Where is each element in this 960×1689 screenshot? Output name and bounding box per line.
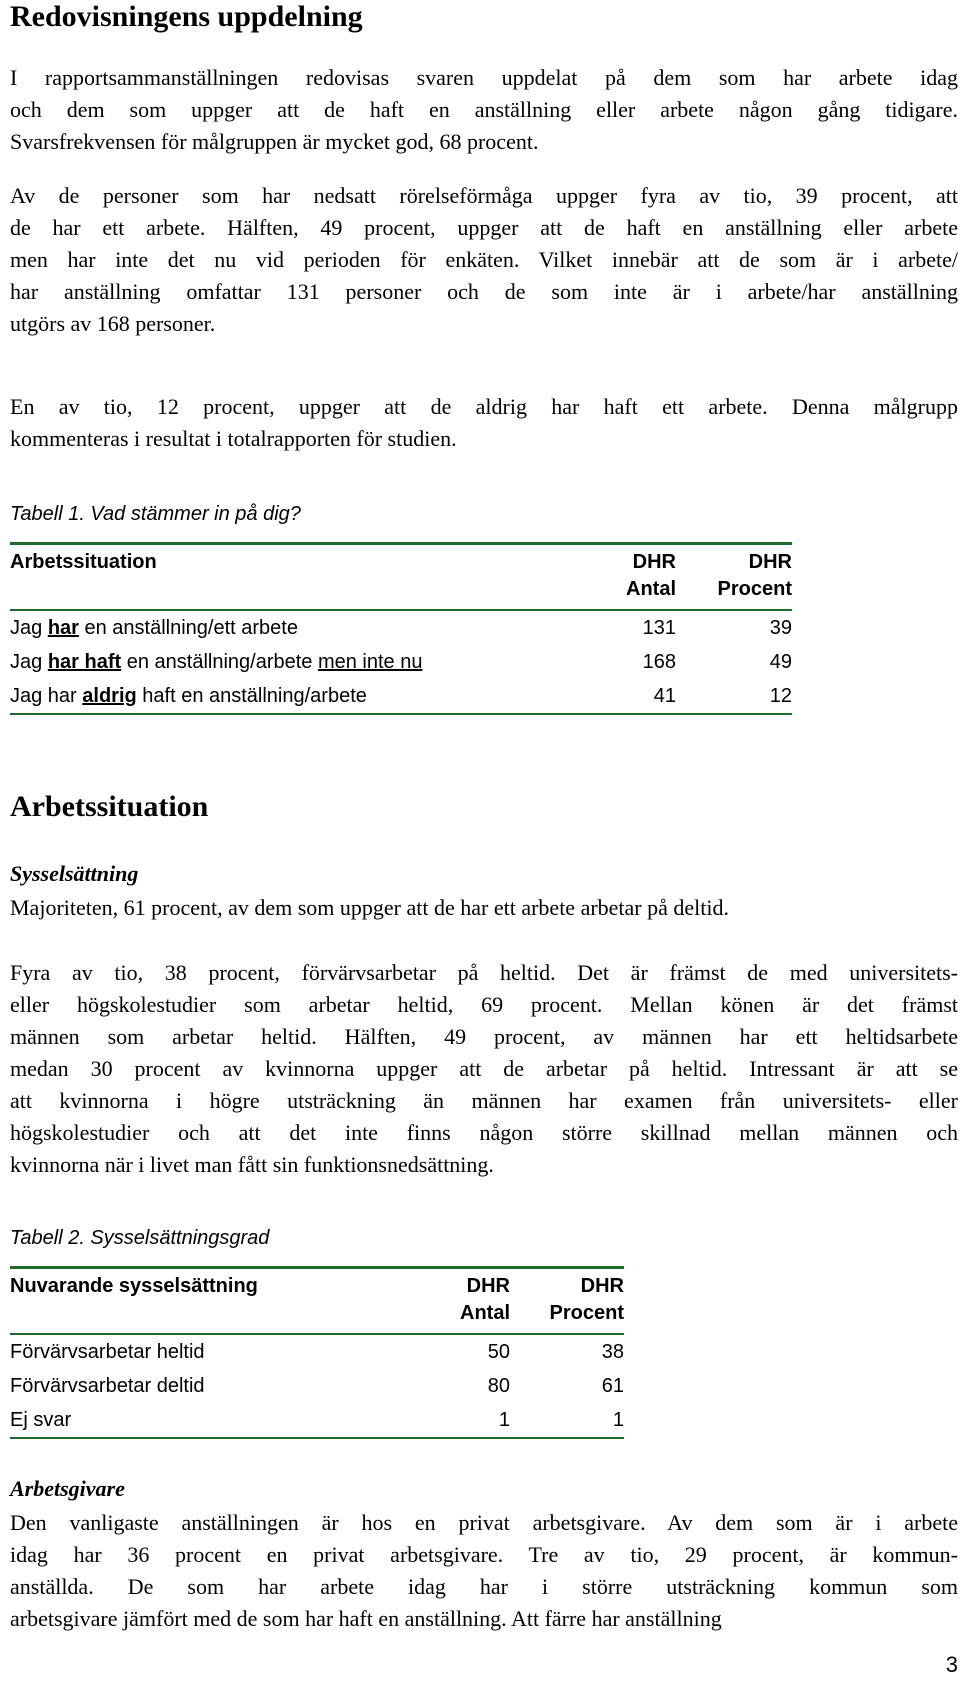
cell-antal: 168 [642, 651, 676, 673]
paragraph-line: har anställning omfattar 131 personer och de som inte är i arbete/har anställning [10, 279, 958, 304]
paragraph-line: medan 30 procent av kvinnorna uppger att de arbetar på heltid. Intressant är att se [10, 1056, 958, 1081]
cell-procent: 12 [769, 685, 792, 707]
cell-procent: 39 [769, 617, 792, 639]
paragraph-line: de har ett arbete. Hälften, 49 procent, uppger att de haft en anställning eller arbete [10, 215, 958, 240]
column-header: Nuvarande sysselsättning [10, 1275, 258, 1297]
paragraph-line: Fyra av tio, 38 procent, förvärvsarbetar på heltid. Det är främst de med universitets- [10, 960, 958, 985]
column-header [510, 1268, 624, 1335]
paragraph-line: utgörs av 168 personer. [10, 311, 216, 336]
table-caption: Tabell 1. Vad stämmer in på dig? [10, 503, 301, 525]
label-segment: har haft [47, 651, 122, 673]
paragraph [10, 62, 958, 158]
paragraph [10, 892, 958, 924]
column-header-label: DHR Procent [717, 551, 792, 600]
page-number: 3 [945, 1652, 958, 1677]
cell-antal: 1 [498, 1409, 510, 1431]
label-segment: haft en anställning/arbete [136, 685, 367, 707]
data-table [10, 1266, 624, 1439]
subheading: Sysselsättning [10, 861, 139, 886]
cell-procent: 61 [601, 1375, 624, 1397]
table-row [10, 1369, 624, 1403]
paragraph-line: Av de personer som har nedsatt rörelseförmåga uppger fyra av tio, 39 procent, att [10, 183, 958, 208]
cell-antal: 50 [487, 1341, 510, 1363]
table-row [10, 679, 792, 714]
cell-antal: 41 [653, 685, 676, 707]
paragraph-line: männen som arbetar heltid. Hälften, 49 procent, av männen har ett heltidsarbete [10, 1024, 958, 1049]
section-heading-arbetssituation: Arbetssituation [10, 790, 209, 823]
table-header-row [10, 1268, 624, 1335]
table-header-row [10, 544, 792, 611]
label-segment: en anställning/ett arbete [78, 617, 298, 639]
column-header [530, 544, 676, 611]
paragraph-line: arbetsgivare jämfört med de som har haft en anställning. Att färre har anställning [10, 1606, 722, 1631]
cell-antal: 80 [487, 1375, 510, 1397]
paragraph-line: eller högskolestudier som arbetar heltid, 69 procent. Mellan könen är det främst [10, 992, 958, 1017]
table-body [10, 1334, 624, 1438]
paragraph-line: I rapportsammanställningen redovisas svaren uppdelat på dem som har arbete idag [10, 65, 958, 90]
subheading: Arbetsgivare [10, 1476, 125, 1501]
paragraph-line: En av tio, 12 procent, uppger att de aldrig har haft ett arbete. Denna målgrupp [10, 394, 958, 419]
cell-antal: 131 [642, 617, 676, 639]
column-header-label: DHR Antal [460, 1275, 510, 1324]
label-segment: Jag [10, 617, 48, 639]
paragraph-line: Svarsfrekvensen för målgruppen är mycket god, 68 procent. [10, 129, 539, 154]
column-header [380, 1268, 510, 1335]
table-row [10, 1334, 624, 1369]
label-segment: men inte nu [317, 651, 423, 673]
table-row [10, 645, 792, 679]
paragraph-line: men har inte det nu vid perioden för enkäten. Vilket innebär att de som är i arbete/ [10, 247, 958, 272]
table-row [10, 610, 792, 645]
paragraph-line: Den vanligaste anställningen är hos en privat arbetsgivare. Av dem som är i arbete [10, 1510, 958, 1535]
cell-procent: 1 [612, 1409, 624, 1431]
section-heading-redovisning: Redovisningens uppdelning [10, 0, 363, 33]
paragraph-line: och dem som uppger att de haft en anställning eller arbete någon gång tidigare. [10, 97, 958, 122]
paragraph [10, 180, 958, 340]
table-caption: Tabell 2. Sysselsättningsgrad [10, 1227, 270, 1249]
paragraph-line: idag har 36 procent en privat arbetsgivare. Tre av tio, 29 procent, är kommun- [10, 1542, 958, 1567]
row-label [10, 610, 530, 645]
row-label [10, 679, 530, 714]
cell-procent: 38 [601, 1341, 624, 1363]
paragraph [10, 391, 958, 455]
data-table [10, 542, 792, 715]
column-header-label: DHR Procent [549, 1275, 624, 1324]
label-segment: aldrig [82, 685, 137, 707]
row-label [10, 645, 530, 679]
paragraph [10, 1507, 958, 1635]
cell-procent: 49 [769, 651, 792, 673]
label-segment: en anställning/arbete [121, 651, 318, 673]
paragraph [10, 957, 958, 1181]
label-segment: Jag har [10, 685, 83, 707]
row-label: Förvärvsarbetar heltid [10, 1341, 205, 1363]
paragraph-line: kvinnorna när i livet man fått sin funktionsnedsättning. [10, 1152, 494, 1177]
paragraph-line: Majoriteten, 61 procent, av dem som uppger att de har ett arbete arbetar på deltid. [10, 895, 729, 920]
label-segment: Jag [10, 651, 48, 673]
paragraph-line: att kvinnorna i högre utsträckning än männen har examen från universitets- eller [10, 1088, 958, 1113]
row-label: Förvärvsarbetar deltid [10, 1375, 205, 1397]
table-body [10, 610, 792, 714]
column-header: Arbetssituation [10, 551, 157, 573]
paragraph-line: anställda. De som har arbete idag har i större utsträckning kommun som [10, 1574, 958, 1599]
paragraph-line: högskolestudier och att det inte finns någon större skillnad mellan männen och [10, 1120, 958, 1145]
row-label: Ej svar [10, 1409, 72, 1431]
paragraph-line: kommenteras i resultat i totalrapporten för studien. [10, 426, 457, 451]
label-segment: har [47, 617, 79, 639]
column-header-label: DHR Antal [626, 551, 676, 600]
column-header [676, 544, 792, 611]
table-row [10, 1403, 624, 1438]
